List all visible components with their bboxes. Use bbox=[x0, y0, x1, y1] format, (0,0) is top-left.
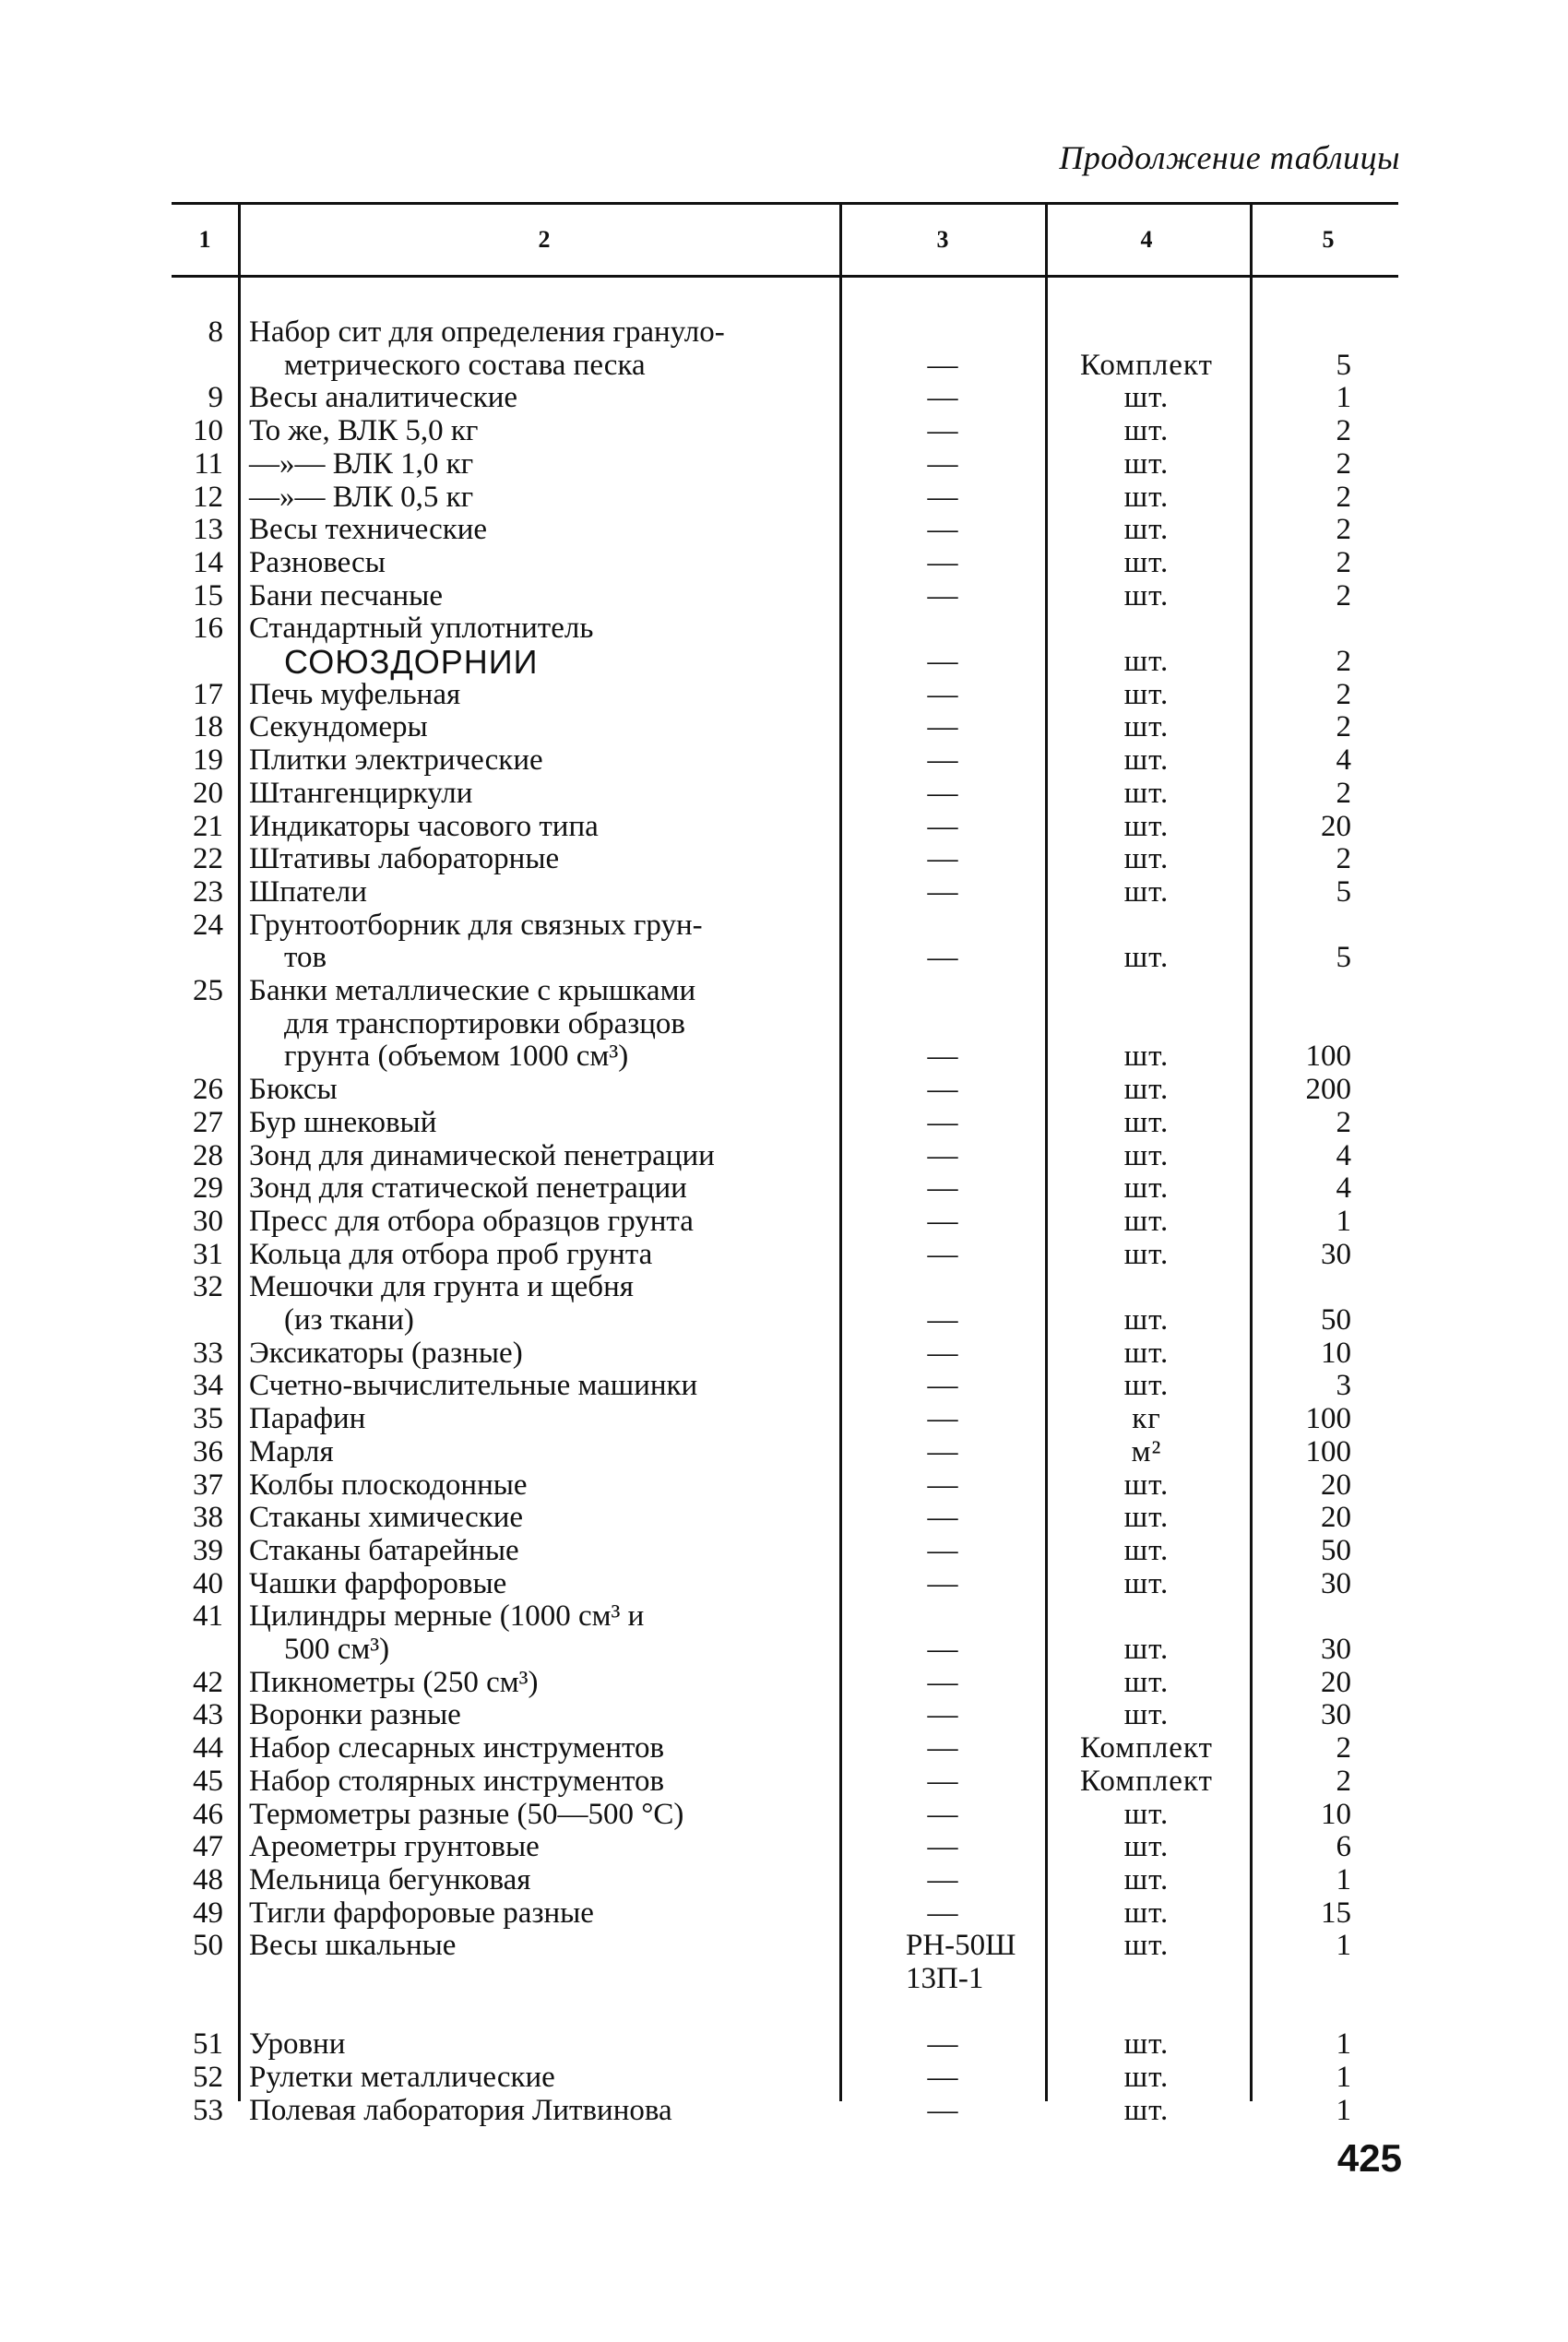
item-name: Термометры разные (50—500 °С) bbox=[249, 1798, 684, 1831]
item-quantity: 20 bbox=[1321, 1501, 1351, 1534]
item-unit: шт. bbox=[1123, 743, 1170, 777]
item-mark: 13П-1 bbox=[906, 1962, 984, 1995]
item-unit: шт. bbox=[1123, 579, 1170, 612]
item-quantity: 2 bbox=[1336, 1765, 1351, 1798]
row-number: 43 bbox=[193, 1698, 223, 1731]
item-mark: — bbox=[927, 941, 958, 974]
item-mark: — bbox=[927, 1863, 958, 1896]
item-mark: — bbox=[927, 1369, 958, 1402]
row-number: 35 bbox=[193, 1402, 223, 1435]
column-divider-2 bbox=[839, 205, 842, 2101]
item-quantity: 50 bbox=[1321, 1303, 1351, 1337]
item-mark: — bbox=[927, 2061, 958, 2094]
item-unit: шт. bbox=[1123, 1863, 1170, 1896]
item-name: тов bbox=[284, 941, 327, 974]
item-name: Секундомеры bbox=[249, 710, 428, 743]
item-name: Мешочки для грунта и щебня bbox=[249, 1270, 634, 1303]
item-quantity: 2 bbox=[1336, 1731, 1351, 1765]
item-mark: — bbox=[927, 875, 958, 909]
item-mark: — bbox=[927, 1337, 958, 1370]
row-number: 37 bbox=[193, 1468, 223, 1502]
item-name: 500 см³) bbox=[284, 1633, 390, 1666]
item-unit: шт. bbox=[1123, 875, 1170, 909]
item-quantity: 200 bbox=[1305, 1073, 1351, 1106]
item-name: метрического состава песка bbox=[284, 349, 646, 382]
item-unit: шт. bbox=[1123, 1171, 1170, 1205]
item-quantity: 1 bbox=[1336, 2061, 1351, 2094]
row-number: 42 bbox=[193, 1666, 223, 1699]
row-number: 38 bbox=[193, 1501, 223, 1534]
row-number: 24 bbox=[193, 909, 223, 942]
item-name: Набор сит для определения грануло- bbox=[249, 315, 725, 349]
item-name: Марля bbox=[249, 1435, 334, 1468]
item-name: Счетно-вычислительные машинки bbox=[249, 1369, 698, 1402]
item-unit: шт. bbox=[1123, 777, 1170, 810]
item-name: Банки металлические с крышками bbox=[249, 974, 696, 1007]
item-quantity: 30 bbox=[1321, 1633, 1351, 1666]
item-unit: Комплект bbox=[1080, 349, 1213, 382]
item-mark: — bbox=[927, 2027, 958, 2061]
item-name: для транспортировки образцов bbox=[284, 1007, 686, 1040]
column-header-1: 1 bbox=[198, 226, 211, 253]
row-number: 12 bbox=[193, 481, 223, 514]
row-number: 31 bbox=[193, 1238, 223, 1271]
item-quantity: 2 bbox=[1336, 546, 1351, 579]
item-name: Рулетки металлические bbox=[249, 2061, 555, 2094]
item-quantity: 30 bbox=[1321, 1238, 1351, 1271]
item-unit: шт. bbox=[1123, 414, 1170, 447]
row-number: 18 bbox=[193, 710, 223, 743]
item-quantity: 2 bbox=[1336, 710, 1351, 743]
item-unit: шт. bbox=[1123, 1337, 1170, 1370]
item-unit: шт. bbox=[1123, 842, 1170, 875]
item-quantity: 2 bbox=[1336, 579, 1351, 612]
row-number: 53 bbox=[193, 2094, 223, 2127]
item-unit: шт. bbox=[1123, 447, 1170, 481]
row-number: 27 bbox=[193, 1106, 223, 1139]
item-unit: Комплект bbox=[1080, 1765, 1213, 1798]
item-quantity: 2 bbox=[1336, 481, 1351, 514]
item-unit: шт. bbox=[1123, 2027, 1170, 2061]
item-name: Бюксы bbox=[249, 1073, 338, 1106]
item-unit: шт. bbox=[1123, 1534, 1170, 1567]
row-number: 25 bbox=[193, 974, 223, 1007]
item-quantity: 1 bbox=[1336, 381, 1351, 414]
row-number: 16 bbox=[193, 612, 223, 645]
item-name: Тигли фарфоровые разные bbox=[249, 1896, 594, 1930]
item-unit: шт. bbox=[1123, 1369, 1170, 1402]
item-unit: шт. bbox=[1123, 1106, 1170, 1139]
item-unit: шт. bbox=[1123, 381, 1170, 414]
item-quantity: 3 bbox=[1336, 1369, 1351, 1402]
item-unit: шт. bbox=[1123, 810, 1170, 843]
item-unit: шт. bbox=[1123, 1501, 1170, 1534]
item-name: Набор столярных инструментов bbox=[249, 1765, 665, 1798]
item-quantity: 15 bbox=[1321, 1896, 1351, 1930]
item-mark: — bbox=[927, 1830, 958, 1863]
item-mark: — bbox=[927, 645, 958, 678]
item-name: грунта (объемом 1000 см³) bbox=[284, 1040, 629, 1073]
item-mark: — bbox=[927, 2094, 958, 2127]
row-number: 45 bbox=[193, 1765, 223, 1798]
row-number: 48 bbox=[193, 1863, 223, 1896]
item-mark: — bbox=[927, 842, 958, 875]
item-unit: шт. bbox=[1123, 1238, 1170, 1271]
item-mark: — bbox=[927, 777, 958, 810]
item-quantity: 4 bbox=[1336, 1171, 1351, 1205]
row-number: 51 bbox=[193, 2027, 223, 2061]
row-number: 26 bbox=[193, 1073, 223, 1106]
column-header-2: 2 bbox=[538, 226, 551, 253]
row-number: 13 bbox=[193, 513, 223, 546]
item-quantity: 100 bbox=[1305, 1402, 1351, 1435]
item-name: Зонд для динамической пенетрации bbox=[249, 1139, 715, 1172]
row-number: 52 bbox=[193, 2061, 223, 2094]
item-name: Колбы плоскодонные bbox=[249, 1468, 528, 1502]
item-mark: — bbox=[927, 579, 958, 612]
row-number: 14 bbox=[193, 546, 223, 579]
row-number: 28 bbox=[193, 1139, 223, 1172]
column-header-3: 3 bbox=[936, 226, 949, 253]
item-unit: шт. bbox=[1123, 1139, 1170, 1172]
item-unit: шт. bbox=[1123, 645, 1170, 678]
item-mark: — bbox=[927, 447, 958, 481]
table-continuation-caption: Продолжение таблицы bbox=[1059, 139, 1400, 176]
item-mark: — bbox=[927, 1534, 958, 1567]
table-top-rule bbox=[172, 202, 1398, 205]
item-name: Набор слесарных инструментов bbox=[249, 1731, 665, 1765]
item-name: —»— ВЛК 0,5 кг bbox=[249, 481, 474, 514]
row-number: 21 bbox=[193, 810, 223, 843]
item-mark: — bbox=[927, 1633, 958, 1666]
item-quantity: 2 bbox=[1336, 645, 1351, 678]
item-quantity: 1 bbox=[1336, 2094, 1351, 2127]
item-name: Разновесы bbox=[249, 546, 386, 579]
item-mark: — bbox=[927, 1303, 958, 1337]
item-name: Полевая лаборатория Литвинова bbox=[249, 2094, 672, 2127]
row-number: 40 bbox=[193, 1567, 223, 1600]
item-unit: Комплект bbox=[1080, 1731, 1213, 1765]
item-quantity: 1 bbox=[1336, 1929, 1351, 1962]
item-name: Кольца для отбора проб грунта bbox=[249, 1238, 653, 1271]
row-number: 36 bbox=[193, 1435, 223, 1468]
item-unit: шт. bbox=[1123, 513, 1170, 546]
item-unit: шт. bbox=[1123, 1896, 1170, 1930]
item-unit: шт. bbox=[1123, 1698, 1170, 1731]
item-name: Плитки электрические bbox=[249, 743, 543, 777]
item-unit: шт. bbox=[1123, 1830, 1170, 1863]
row-number: 8 bbox=[208, 315, 223, 349]
item-mark: — bbox=[927, 678, 958, 711]
row-number: 15 bbox=[193, 579, 223, 612]
item-mark: РН-50Ш bbox=[906, 1929, 1016, 1962]
item-quantity: 1 bbox=[1336, 1205, 1351, 1238]
row-number: 32 bbox=[193, 1270, 223, 1303]
item-mark: — bbox=[927, 1238, 958, 1271]
row-number: 23 bbox=[193, 875, 223, 909]
item-name: —»— ВЛК 1,0 кг bbox=[249, 447, 474, 481]
item-quantity: 2 bbox=[1336, 414, 1351, 447]
item-mark: — bbox=[927, 1171, 958, 1205]
item-mark: — bbox=[927, 1501, 958, 1534]
item-quantity: 2 bbox=[1336, 447, 1351, 481]
item-unit: шт. bbox=[1123, 1205, 1170, 1238]
item-mark: — bbox=[927, 743, 958, 777]
item-quantity: 4 bbox=[1336, 1139, 1351, 1172]
item-quantity: 2 bbox=[1336, 513, 1351, 546]
item-unit: шт. bbox=[1123, 1798, 1170, 1831]
item-mark: — bbox=[927, 349, 958, 382]
item-name: Мельница бегунковая bbox=[249, 1863, 531, 1896]
table-header-rule bbox=[172, 275, 1398, 278]
item-quantity: 2 bbox=[1336, 678, 1351, 711]
item-quantity: 2 bbox=[1336, 1106, 1351, 1139]
item-quantity: 30 bbox=[1321, 1698, 1351, 1731]
row-number: 19 bbox=[193, 743, 223, 777]
row-number: 39 bbox=[193, 1534, 223, 1567]
item-unit: шт. bbox=[1123, 1666, 1170, 1699]
item-unit: шт. bbox=[1123, 941, 1170, 974]
row-number: 10 bbox=[193, 414, 223, 447]
item-quantity: 20 bbox=[1321, 810, 1351, 843]
item-unit: шт. bbox=[1123, 481, 1170, 514]
item-mark: — bbox=[927, 1798, 958, 1831]
item-mark: — bbox=[927, 1567, 958, 1600]
row-number: 44 bbox=[193, 1731, 223, 1765]
row-number: 33 bbox=[193, 1337, 223, 1370]
item-name: То же, ВЛК 5,0 кг bbox=[249, 414, 479, 447]
item-mark: — bbox=[927, 1765, 958, 1798]
item-mark: — bbox=[927, 1731, 958, 1765]
item-unit: шт. bbox=[1123, 678, 1170, 711]
row-number: 49 bbox=[193, 1896, 223, 1930]
item-mark: — bbox=[927, 1040, 958, 1073]
item-mark: — bbox=[927, 1402, 958, 1435]
row-number: 30 bbox=[193, 1205, 223, 1238]
row-number: 29 bbox=[193, 1171, 223, 1205]
item-quantity: 2 bbox=[1336, 777, 1351, 810]
item-unit: шт. bbox=[1123, 2061, 1170, 2094]
column-divider-3 bbox=[1045, 205, 1048, 2101]
page-number: 425 bbox=[1336, 2136, 1402, 2180]
item-quantity: 1 bbox=[1336, 1863, 1351, 1896]
column-header-5: 5 bbox=[1322, 226, 1335, 253]
item-quantity: 4 bbox=[1336, 743, 1351, 777]
item-quantity: 5 bbox=[1336, 941, 1351, 974]
row-number: 11 bbox=[194, 447, 223, 481]
item-quantity: 100 bbox=[1305, 1435, 1351, 1468]
item-name: Парафин bbox=[249, 1402, 366, 1435]
item-mark: — bbox=[927, 1896, 958, 1930]
column-divider-4 bbox=[1250, 205, 1253, 2101]
item-name: Уровни bbox=[249, 2027, 346, 2061]
item-unit: шт. bbox=[1123, 1633, 1170, 1666]
item-mark: — bbox=[927, 481, 958, 514]
item-name: Весы аналитические bbox=[249, 381, 518, 414]
row-number: 22 bbox=[193, 842, 223, 875]
item-name: Печь муфельная bbox=[249, 678, 461, 711]
item-name: (из ткани) bbox=[284, 1303, 414, 1337]
item-name: Штативы лабораторные bbox=[249, 842, 560, 875]
item-quantity: 100 bbox=[1305, 1040, 1351, 1073]
item-name: Стандартный уплотнитель bbox=[249, 612, 594, 645]
item-quantity: 5 bbox=[1336, 875, 1351, 909]
item-unit: шт. bbox=[1123, 2094, 1170, 2127]
item-name: Стаканы химические bbox=[249, 1501, 524, 1534]
row-number: 50 bbox=[193, 1929, 223, 1962]
item-unit: шт. bbox=[1123, 1303, 1170, 1337]
item-quantity: 2 bbox=[1336, 842, 1351, 875]
item-mark: — bbox=[927, 1435, 958, 1468]
item-quantity: 5 bbox=[1336, 349, 1351, 382]
item-name: Воронки разные bbox=[249, 1698, 461, 1731]
item-name: Весы технические bbox=[249, 513, 488, 546]
item-quantity: 30 bbox=[1321, 1567, 1351, 1600]
item-name: Эксикаторы (разные) bbox=[249, 1337, 523, 1370]
row-number: 46 bbox=[193, 1798, 223, 1831]
item-mark: — bbox=[927, 1139, 958, 1172]
item-mark: — bbox=[927, 1106, 958, 1139]
item-name: Индикаторы часового типа bbox=[249, 810, 599, 843]
item-quantity: 50 bbox=[1321, 1534, 1351, 1567]
item-quantity: 20 bbox=[1321, 1666, 1351, 1699]
item-unit: шт. bbox=[1123, 710, 1170, 743]
item-mark: — bbox=[927, 414, 958, 447]
row-number: 34 bbox=[193, 1369, 223, 1402]
item-name: Весы шкальные bbox=[249, 1929, 457, 1962]
item-unit: кг bbox=[1132, 1402, 1161, 1435]
column-header-4: 4 bbox=[1140, 226, 1153, 253]
item-quantity: 20 bbox=[1321, 1468, 1351, 1502]
item-name: Бани песчаные bbox=[249, 579, 444, 612]
item-mark: — bbox=[927, 1205, 958, 1238]
item-name: Штангенциркули bbox=[249, 777, 473, 810]
item-name: Цилиндры мерные (1000 см³ и bbox=[249, 1599, 645, 1633]
column-divider-1 bbox=[238, 205, 241, 2101]
item-mark: — bbox=[927, 1468, 958, 1502]
item-unit: шт. bbox=[1123, 546, 1170, 579]
item-name: Пресс для отбора образцов грунта bbox=[249, 1205, 694, 1238]
item-quantity: 1 bbox=[1336, 2027, 1351, 2061]
row-number: 41 bbox=[193, 1599, 223, 1633]
item-mark: — bbox=[927, 546, 958, 579]
item-unit: шт. bbox=[1123, 1468, 1170, 1502]
item-name: Шпатели bbox=[249, 875, 367, 909]
item-name: Грунтоотборник для связных грун- bbox=[249, 909, 703, 942]
item-name: Стаканы батарейные bbox=[249, 1534, 519, 1567]
item-quantity: 10 bbox=[1321, 1337, 1351, 1370]
row-number: 9 bbox=[208, 381, 223, 414]
item-mark: — bbox=[927, 381, 958, 414]
item-name: СОЮЗДОРНИИ bbox=[284, 643, 539, 681]
item-quantity: 6 bbox=[1336, 1830, 1351, 1863]
row-number: 47 bbox=[193, 1830, 223, 1863]
item-mark: — bbox=[927, 513, 958, 546]
item-unit: м² bbox=[1131, 1435, 1162, 1468]
item-unit: шт. bbox=[1123, 1929, 1170, 1962]
item-mark: — bbox=[927, 710, 958, 743]
item-name: Пикнометры (250 см³) bbox=[249, 1666, 539, 1699]
item-name: Чашки фарфоровые bbox=[249, 1567, 507, 1600]
item-name: Зонд для статической пенетрации bbox=[249, 1171, 687, 1205]
item-name: Ареометры грунтовые bbox=[249, 1830, 540, 1863]
item-name: Бур шнековый bbox=[249, 1106, 437, 1139]
item-mark: — bbox=[927, 1698, 958, 1731]
item-mark: — bbox=[927, 1666, 958, 1699]
item-unit: шт. bbox=[1123, 1040, 1170, 1073]
row-number: 20 bbox=[193, 777, 223, 810]
item-mark: — bbox=[927, 1073, 958, 1106]
item-unit: шт. bbox=[1123, 1567, 1170, 1600]
item-quantity: 10 bbox=[1321, 1798, 1351, 1831]
row-number: 17 bbox=[193, 678, 223, 711]
item-mark: — bbox=[927, 810, 958, 843]
item-unit: шт. bbox=[1123, 1073, 1170, 1106]
